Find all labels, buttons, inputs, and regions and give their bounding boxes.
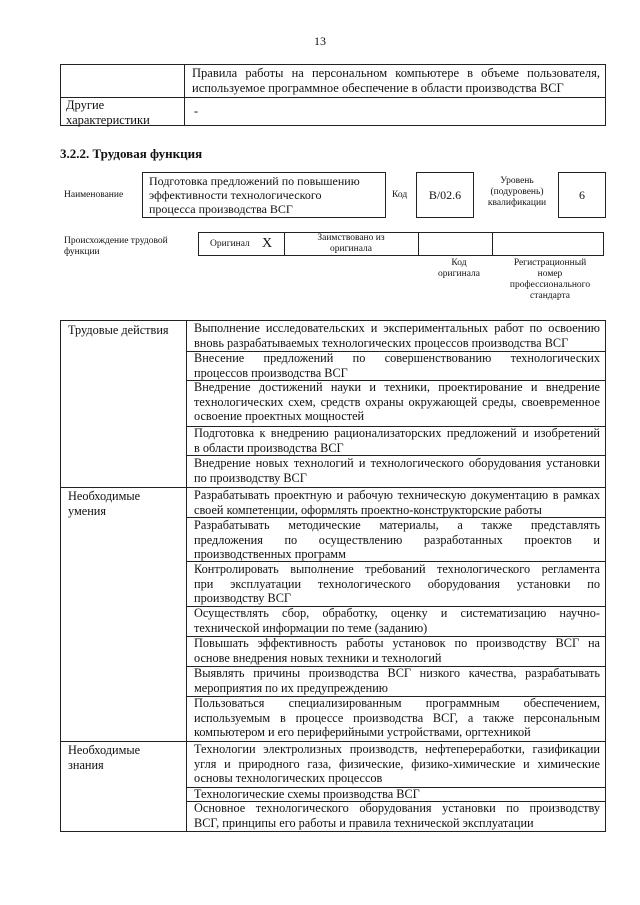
labor-function-table [60, 320, 606, 832]
page-number: 13 [314, 34, 326, 48]
labor-action-item: Внедрение новых технологий и технологического оборудования установки по производству ВСГ [194, 456, 600, 485]
original-mark: X [262, 236, 273, 251]
code-label: Код [392, 190, 408, 200]
origin-table [198, 232, 604, 256]
code-original-label: Код оригинала [438, 258, 480, 279]
section-title: 3.2.2. Трудовая функция [60, 146, 203, 161]
knowledge-item: Технологии электролизных производств, нефтепереработки, газификации угля и природного газа, физические, физико-химические и химические основы технологических процессов [194, 742, 600, 786]
function-name-box: Подготовка предложений по повышению эффективности технологического процесса производства ВСГ [142, 172, 386, 218]
skills-label: Необходимые умения [68, 489, 141, 518]
skill-item: Пользоваться специализированным программным обеспечением, используемым в процессе производства ВСГ, а также персональным компьютером и его периферийными устройствами, оргтехникой [194, 696, 600, 740]
top-characteristics-table [60, 64, 606, 126]
skill-item: Контролировать выполнение требований технологического регламента при эксплуатации технологического оборудования установки по производству ВСГ [194, 562, 600, 606]
origin-label: Происхождение трудовой функции [64, 236, 168, 257]
labor-action-item: Выполнение исследовательских и экспериментальных работ по освоению вновь разрабатываемых технологических процессов производства ВСГ [194, 321, 600, 350]
skill-item: Выявлять причины производства ВСГ низкого качества, разрабатывать мероприятия по их предупреждению [194, 666, 600, 695]
skill-item: Разрабатывать проектную и рабочую техническую документацию в рамках своей компетенции, оформлять проектно-конструкторские работы [194, 488, 600, 517]
computer-rules-text: Правила работы на персональном компьютере в объеме пользователя, используемое программное обеспечение в области производства ВСГ [192, 66, 600, 95]
name-label: Наименование [64, 190, 124, 200]
labor-action-item: Подготовка к внедрению рационализаторских предложений и изобретений в области производства ВСГ [194, 426, 600, 455]
qualification-level-box: 6 [558, 172, 606, 218]
original-label: Оригинал [210, 239, 250, 249]
other-characteristics-value: - [194, 104, 199, 118]
borrowed-label: Заимствовано из оригинала [317, 233, 385, 254]
other-characteristics-label: Другие характеристики [66, 98, 150, 127]
skill-item: Осуществлять сбор, обработку, оценку и систематизацию научно- технической информации по теме (заданию) [194, 606, 600, 635]
code-box: В/02.6 [416, 172, 474, 218]
labor-action-item: Внедрение достижений науки и техники, проектирование и внедрение технологических схем, средств охраны окружающей среды, своевременное освоение проектных мощностей [194, 380, 600, 424]
knowledge-label: Необходимые знания [68, 743, 141, 772]
skill-item: Повышать эффективность работы установок по производству ВСГ на основе внедрения новых техники и технологий [194, 636, 600, 665]
labor-actions-label: Трудовые действия [68, 323, 169, 337]
qualification-level-label: Уровень (подуровень) квалификации [487, 176, 547, 208]
reg-number-label: Регистрационный номер профессионального стандарта [509, 258, 591, 301]
knowledge-item: Основное технологического оборудования установки по производству ВСГ, принципы его работы и правила технической эксплуатации [194, 801, 600, 830]
skill-item: Разрабатывать методические материалы, а также представлять предложения по осуществлению разработанных проектов и производственных программ [194, 518, 600, 562]
labor-action-item: Внесение предложений по совершенствованию технологических процессов производства ВСГ [194, 351, 600, 380]
knowledge-item: Технологические схемы производства ВСГ [194, 787, 420, 801]
